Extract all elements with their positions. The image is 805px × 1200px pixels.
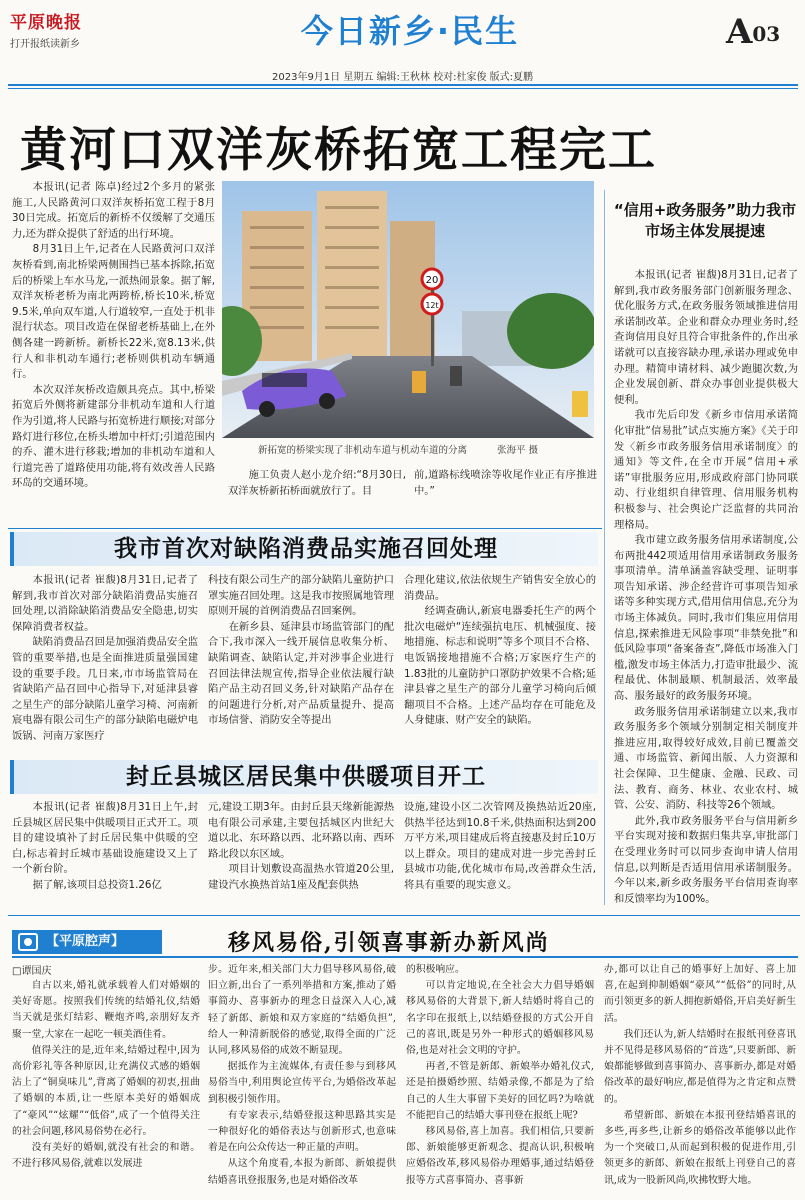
paragraph: 8月31日上午,记者在人民路黄河口双洋灰桥看到,南北桥梁两侧围挡已基本拆除,拓宽后的桥梁上车水马龙,一派热闹景象。据了解,双洋灰桥老桥为南北两跨桥,桥长10米,桥宽9.5米,单向双车道,人行道较窄,一直处于机非混行状态。项目改造在保留老桥基础上,在外侧各建一跨新桥。新桥长22米,宽8.13米,供行人和非机动车通行;老桥则供机动车辆通行。 bbox=[12, 243, 215, 381]
headline-banner-heating bbox=[10, 760, 598, 794]
paragraph: 我市建立政务服务信用承诺制度,公布两批442项适用信用承诺制政务服务事项清单。清单涵盖容缺受理、证明事项告知承诺、涉企经营许可事项告知承诺等多种实现方式,借用信用信息,充分为市场主体减负。同时,我市们集应用信用信息,探索推进无风险事项“非禁免批”和低风险事项“备案备查”,降低市场准入门槛,激发市场主体活力,打造审批最少、流程最优、体制最顺、机制最活、效率最高、服务最好的政务服务环境。 bbox=[614, 534, 798, 703]
story-bridge-center bbox=[228, 468, 406, 499]
headline-bridge: 黄河口双洋灰桥拓宽工程完工 bbox=[20, 123, 657, 178]
story-heating-col3 bbox=[404, 800, 596, 894]
caption-text: 新拓宽的桥梁实现了非机动车道与机动车道的分离 bbox=[258, 445, 468, 456]
paragraph: 办,都可以让自己的婚事好上加好、喜上加喜,在起到抑制婚姻“豪风”“低俗”的同时,从而引领更多的新人拥抱新婚俗,开启美好新生活。 bbox=[604, 964, 796, 1024]
speed-sign-text: 20 bbox=[425, 275, 439, 286]
column-divider bbox=[604, 190, 605, 905]
paragraph: 可以肯定地说,在全社会大力倡导婚姻移风易俗的大背景下,新人结婚时将自己的名字印在报纸上,以结婚登报的方式公开自己的喜讯,既是另外一种形式的婚姻移风易俗,也是对社会文明的守护。 bbox=[406, 980, 594, 1057]
paragraph: 合理化建议,依法依规生产销售安全放心的消费品。 bbox=[404, 574, 596, 602]
section-rule bbox=[8, 528, 602, 529]
headline-credit-service: “信用+政务服务”助力我市市场主体发展提速 bbox=[613, 201, 797, 240]
column-col1 bbox=[12, 978, 200, 1172]
headline-recall: 我市首次对缺陷消费品实施召回处理 bbox=[114, 536, 498, 562]
paragraph: 在新乡县、延津县市场监管部门的配合下,我市深入一线开展信息收集分析、缺陷调查、缺陷认定,并对涉事企业进行召回法律法规宣传,指导企业依法履行缺陷产品主动召回义务,针对缺陷产品存在的问题进行分析,对产品质量提升、提高市场信誉、消防安全等提出 bbox=[208, 620, 394, 727]
photographer-credit: 张海平 摄 bbox=[497, 445, 539, 456]
weight-sign-text: 12t bbox=[425, 301, 439, 310]
paragraph: 值得关注的是,近年来,结婚过程中,因为高价彩礼等各种原因,让充满仪式感的婚姻沾上了“铜臭味儿”,背离了婚姻的初衷,扭曲了婚姻的本质,让一些原本美好的婚姻成了“豪风”“炫耀”“低俗”,成了一个值得关注的社会问题,移风易俗势在必行。 bbox=[12, 1044, 200, 1137]
paragraph: 我们还认为,新人结婚时在报纸刊登喜讯并不见得是移风易俗的“首选”,只要新郎、新娘都能够做到喜事简办、喜事新办,都是对婚俗改革的最好响应,都是值得为之肯定和点赞的。 bbox=[604, 1028, 796, 1105]
page-digits: 03 bbox=[752, 22, 781, 46]
paragraph: 自古以来,婚礼就承载着人们对婚姻的美好寄愿。按照我们传统的结婚礼仪,结婚当天就是张灯结彩、鞭炮齐鸣,亲朋好友齐聚一堂,大家在一起吃一顿美酒佳肴。 bbox=[12, 980, 200, 1040]
story-bridge-right bbox=[414, 468, 597, 499]
paragraph: 此外,我市政务服务平台与信用新乡平台实现对接和数据归集共享,审批部门在受理业务时可以同步查询申请人信用信息,以判断是否适用信用承诺制服务。今年以来,新乡政务服务平台信用查询率和反馈率均为100%。 bbox=[614, 814, 798, 905]
logo-slogan: 打开报纸读新乡 bbox=[10, 39, 80, 50]
paragraph: 从这个角度看,本报为新郎、新娘提供结婚喜讯登报服务,也是对婚俗改革 bbox=[208, 1158, 396, 1186]
page-letter: A bbox=[726, 12, 753, 52]
photo-caption bbox=[258, 442, 588, 456]
paragraph: 科技有限公司生产的部分缺陷儿童防护口罩实施召回处理。这是我市按照属地管理原则开展的首例消费品召回案例。 bbox=[208, 574, 394, 618]
column-col2 bbox=[208, 962, 396, 1189]
paragraph: 本报讯(记者 崔馥)8月31日,记者了解到,我市政务服务部门创新服务理念、优化服务方式,在政务服务领域推进信用承诺制改革。企业和群众办理业务时,经查询信用良好且符合审批条件的,作出承诺就可以直接容缺办理,承诺办理或免申办理。精简申请材料、减少跑腿次数,为企业发展创新、群众办事创业提供极大便利。 bbox=[614, 269, 798, 406]
section-rule bbox=[8, 915, 800, 916]
story-heating-col2 bbox=[208, 800, 394, 894]
headline-banner-recall bbox=[10, 532, 598, 566]
story-recall-col2 bbox=[208, 573, 394, 729]
story-heating-col1 bbox=[12, 800, 198, 894]
paragraph: 本报讯(记者 陈卓)经过2个多月的紧张施工,人民路黄河口双洋灰桥拓宽工程于8月30日完成。拓宽后的新桥不仅缓解了交通压力,还为群众提供了舒适的出行环境。 bbox=[12, 181, 215, 240]
paragraph: 的积极响应。 bbox=[406, 964, 465, 975]
paragraph: 本报讯(记者 崔馥)8月31日上午,封丘县城区居民集中供暖项目正式开工。项目的建设填补了封丘居民集中供暖的空白,标志着封丘城市基础设施建设又上了一个新台阶。 bbox=[12, 801, 198, 876]
header-rule-thin bbox=[8, 88, 798, 89]
column-author: □谭国庆 bbox=[12, 966, 52, 977]
paragraph: 再者,不管是新郎、新娘举办婚礼仪式,还是拍摄婚纱照、结婚录像,不都是为了给自己的人生大事留下美好的回忆吗?为啥就不能把自己的结婚大事刊登在报纸上呢? bbox=[406, 1061, 594, 1121]
paragraph: 希望新郎、新娘在本报刊登结婚喜讯的多些,再多些,让新乡的婚俗改革能够以此作为一个突破口,从而起到积极的促进作用,引领更多的新郎、新娘在报纸上刊登自己的喜讯,成为一股新风尚,吹拂牧野大地。 bbox=[604, 1109, 796, 1186]
paragraph: 本报讯(记者 崔馥)8月31日,记者了解到,我市首次对部分缺陷消费品实施召回处理,以消除缺陷消费品安全隐患,切实保障消费者权益。 bbox=[12, 574, 198, 633]
column-col3 bbox=[406, 962, 594, 1189]
newspaper-logo bbox=[10, 8, 102, 50]
paragraph: 经调查确认,新宸电器委托生产的两个批次电磁炉“连续强抗电压、机械强度、接地措施、标志和说明”等多个项目不合格、电饭锅接地措施不合格;万家医疗生产的1.83批的儿童防护口罩防护效果不合格;延津县睿之星生产的部分儿童学习椅向后倾翻项目不合格。上述产品均存在可能危及人身健康、财产安全的缺陷。 bbox=[404, 605, 596, 727]
paragraph: 设施,建设小区二次管网及换热站近20座,供热半径达到10.8千米,供热面积达到200万平方米,项目建成后将直接惠及封丘10万以上群众。项目的建成对进一步完善封丘县城市功能,优化城市布局,改善群众生活,将具有重要的现实意义。 bbox=[404, 801, 596, 891]
story-bridge-left bbox=[12, 180, 215, 492]
story-recall-col1 bbox=[12, 573, 198, 745]
headline-heating: 封丘县城区居民集中供暖项目开工 bbox=[126, 764, 486, 790]
paragraph: 施工负责人赵小龙介绍:“8月30日,双洋灰桥新拓桥面就放行了。目 bbox=[228, 469, 406, 497]
bridge-photo-art bbox=[222, 181, 594, 438]
column-col4 bbox=[604, 962, 796, 1189]
logo-text: 平原晚报 bbox=[10, 13, 82, 33]
section-title: 今日新乡·民生 bbox=[300, 12, 520, 50]
paragraph: 据了解,该项目总投资1.26亿 bbox=[32, 878, 162, 891]
header-rule bbox=[8, 84, 798, 86]
paragraph: 政务服务信用承诺制建立以来,我市政务服务多个领域分别制定相关制度并推进应用,取得较好成效,目前已覆盖交通、市场监管、新闻出版、人力资源和社会保障、卫生健康、金融、民政、司法、教育、商务、林业、农业农村、城管、公安、消防、科技等26个领域。 bbox=[614, 705, 798, 812]
paragraph: 本次双洋灰桥改造颇具亮点。其中,桥梁拓宽后外侧将新建部分非机动车道和人行道作为引道,将人民路与拓宽桥进行顺接;对部分路灯进行移位,在桥头增加中杆灯;引道范围内的乔、灌木进行移栽;增加的非机动车道和人行道完善了道路使用功能,将有效改善人民路环岛的交通环境。 bbox=[12, 383, 215, 490]
dateline: 2023年9月1日 星期五 编辑:王秋林 校对:杜家俊 版式:夏鹏 bbox=[272, 72, 533, 83]
story-credit-service bbox=[614, 268, 798, 907]
speech-icon bbox=[18, 933, 38, 951]
paragraph: 有专家表示,结婚登报这种思路其实是一种很好化的婚俗表达与创新形式,也意味着是在向公众传达一种正量的声明。 bbox=[208, 1109, 396, 1154]
paragraph: 我市先后印发《新乡市信用承诺简化审批“信易批”试点实施方案》《关于印发〈新乡市政务服务信用承诺制度〉的通知》等文件,在全市开展“信用+承诺”审批服务应用,形成政府部门协同联动、行业组织自律管理、信用服务机构积极参与、社会舆论广泛监督的共同治理格局。 bbox=[614, 409, 798, 531]
paragraph: 缺陷消费品召回是加强消费品安全监管的重要举措,也是全面推进质量强国建设的重要手段。几日来,市市场监管局在省缺陷产品召回中心指导下,对延津县睿之星生产的部分缺陷儿童学习椅、河南新宸电器有限公司生产的部分缺陷电磁炉电饭锅、河南万家医疗 bbox=[12, 636, 198, 742]
headline-wedding: 移风易俗,引领喜事新办新风尚 bbox=[228, 930, 550, 956]
column-rule bbox=[12, 956, 798, 958]
paragraph: 项目计划敷设高温热水管道20公里,建设汽水换热首站1座及配套供热 bbox=[208, 863, 394, 891]
column-badge-label: 【平原腔声】 bbox=[46, 934, 125, 949]
bridge-photo bbox=[222, 181, 594, 438]
page-number bbox=[726, 12, 780, 52]
paragraph: 前,道路标线喷涂等收尾作业正有序推进中。” bbox=[414, 469, 597, 497]
story-recall-col3 bbox=[404, 573, 596, 729]
paragraph: 移风易俗,喜上加喜。我们相信,只要新郎、新娘能够更新观念、提高认识,积极响应婚俗改革,移风易俗办理婚事,通过结婚登报等方式喜事简办、喜事新 bbox=[406, 1126, 594, 1186]
paragraph: 据抵作为主流媒体,有责任参与到移风易俗当中,利用舆论宣传平台,为婚俗改革起到积极引领作用。 bbox=[208, 1061, 396, 1105]
paragraph: 没有美好的婚姻,就没有社会的和谐。不进行移风易俗,就难以发展进 bbox=[12, 1142, 200, 1170]
paragraph: 元,建设工期3年。由封丘县天缘新能源热电有限公司承建,主要包括城区内世纪大道以北、东环路以西、北环路以南、西环路北段以东区域。 bbox=[208, 801, 394, 860]
paragraph: 步。近年来,相关部门大力倡导移风易俗,破旧立新,出台了一系列举措和方案,推动了婚事简办、喜事新办的理念日益深入人心,减轻了新郎、新娘和双方家庭的“结婚负担”,给人一种清新脱俗的感觉,取得全面的广泛认同,移风易俗的成效不断显现。 bbox=[208, 964, 396, 1057]
column-badge bbox=[12, 930, 162, 954]
